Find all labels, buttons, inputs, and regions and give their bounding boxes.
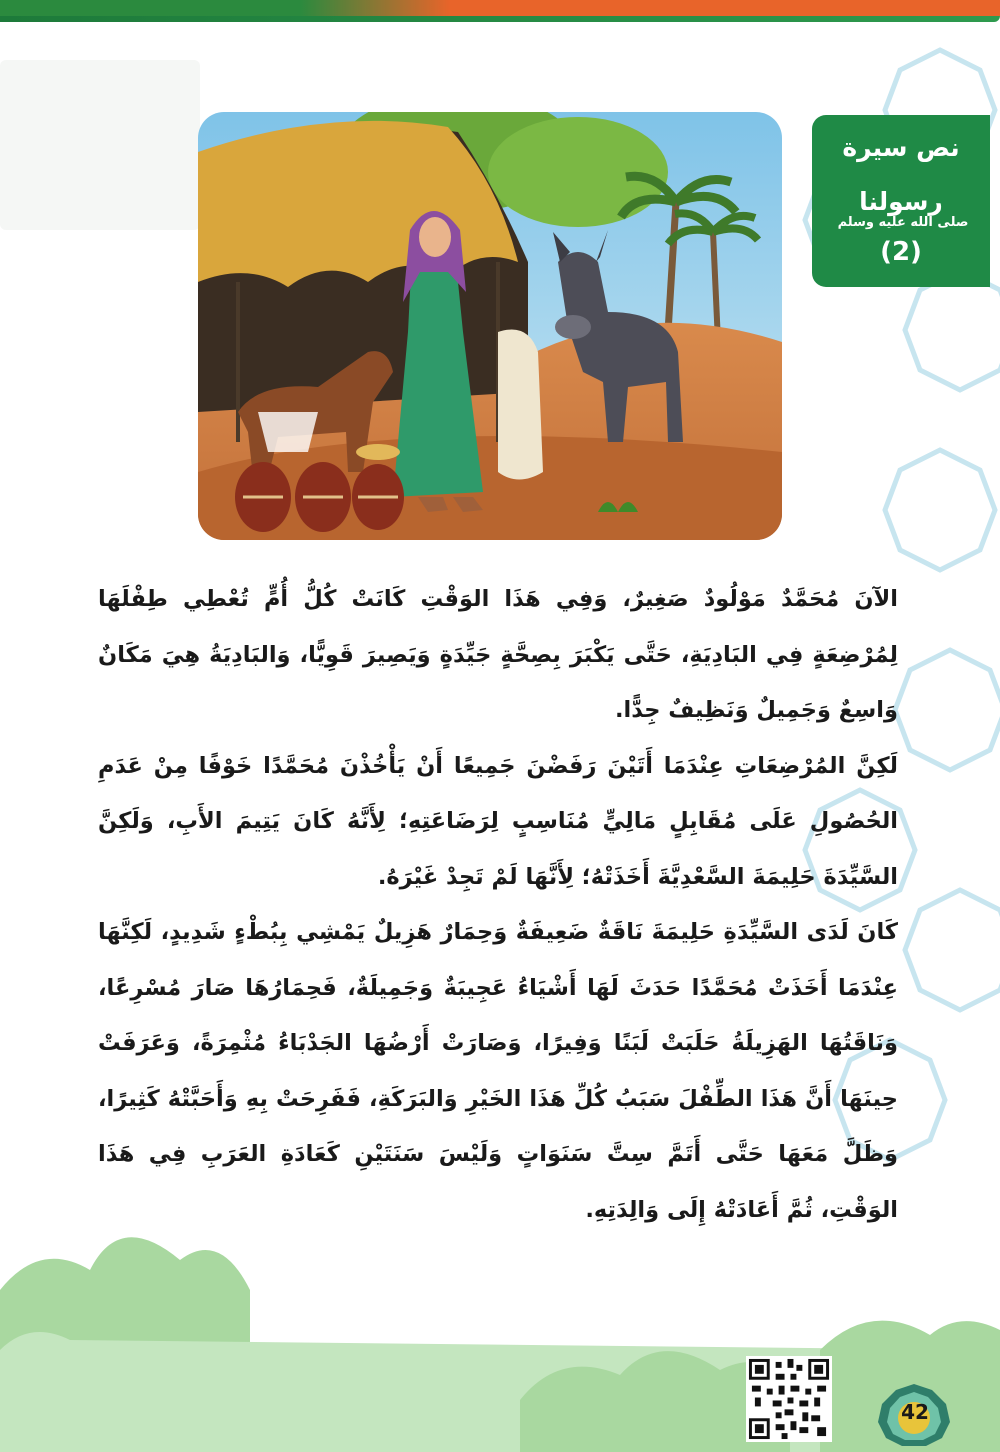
lesson-number: (2): [880, 237, 922, 267]
bottom-cloud-decoration: [0, 1200, 1000, 1452]
qr-code-icon[interactable]: [746, 1356, 832, 1442]
bedouin-tent-scene-icon: [198, 112, 782, 540]
honorific-pbuh: صلى الله عليه وسلم: [837, 215, 969, 230]
top-orange-stripe: [0, 0, 1000, 16]
page-number: 42: [901, 1400, 929, 1424]
lesson-subject: رسولنا: [859, 187, 943, 216]
story-paragraph: الآنَ مُحَمَّدٌ مَوْلُودٌ صَغِيرٌ، وَفِي هَذَا الوَقْتِ كَانَتْ كُلُّ أُمٍّ تُعْطِي طِفْلَهَا لِمُرْضِعَةٍ فِي البَادِيَةِ، حَتَّى يَكْبَرَ بِصِحَّةٍ جَيِّدَةٍ وَيَصِيرَ قَوِيًّا، وَالبَادِيَةُ هِيَ مَكَانٌ وَاسِعٌ وَجَمِيلٌ وَنَظِيفٌ جِدًّا.: [98, 586, 898, 723]
story-paragraph: كَانَ لَدَى السَّيِّدَةِ حَلِيمَةَ نَاقَةٌ ضَعِيفَةٌ وَحِمَارٌ هَزِيلٌ يَمْشِي بِبُطْءٍ شَدِيدٍ، لَكِنَّهَا عِنْدَمَا أَخَذَتْ مُحَمَّدًا حَدَثَ لَهَا أَشْيَاءُ عَجِيبَةٌ وَجَمِيلَةٌ، فَحِمَارُهَا صَارَ مُسْرِعًا، وَنَاقَتُهَا الهَزِيلَةُ حَلَبَتْ لَبَنًا وَفِيرًا، وَصَارَتْ أَرْضُهَا الجَدْبَاءُ مُثْمِرَةً، وَعَرَفَتْ حِينَهَا أَنَّ هَذَا الطِّفْلَ سَبَبُ كُلِّ هَذَا الخَيْرِ وَالبَرَكَةِ، فَفَرِحَتْ بِهِ وَأَحَبَّتْهُ كَثِيرًا، وَظَلَّ مَعَهَا حَتَّى أَتَمَّ سِتَّ سَنَوَاتٍ وَلَيْسَ سَنَتَيْنِ كَعَادَةِ العَرَبِ فِي هَذَا الوَقْتِ، ثُمَّ أَعَادَتْهُ إِلَى وَالِدَتِهِ.: [98, 919, 898, 1223]
top-color-band: [0, 0, 1000, 22]
top-green-stripe: [0, 16, 1000, 22]
story-paragraph: لَكِنَّ المُرْضِعَاتِ عِنْدَمَا أَتَيْنَ رَفَضْنَ جَمِيعًا أَنْ يَأْخُذْنَ مُحَمَّدًا خَوْفًا مِنْ عَدَمِ الحُصُولِ عَلَى مُقَابِلٍ مَالِيٍّ مُنَاسِبٍ لِرَضَاعَتِهِ؛ لِأَنَّهُ كَانَ يَتِيمَ الأَبِ، وَلَكِنَّ السَّيِّدَةَ حَلِيمَةَ السَّعْدِيَّةَ أَخَذَتْهُ؛ لِأَنَّهَا لَمْ تَجِدْ غَيْرَهُ.: [98, 752, 898, 890]
lesson-label: نص سيرة: [842, 133, 960, 162]
faded-corner-panel: [0, 60, 200, 230]
lesson-title-box: [812, 115, 990, 287]
story-text: [98, 572, 898, 1238]
